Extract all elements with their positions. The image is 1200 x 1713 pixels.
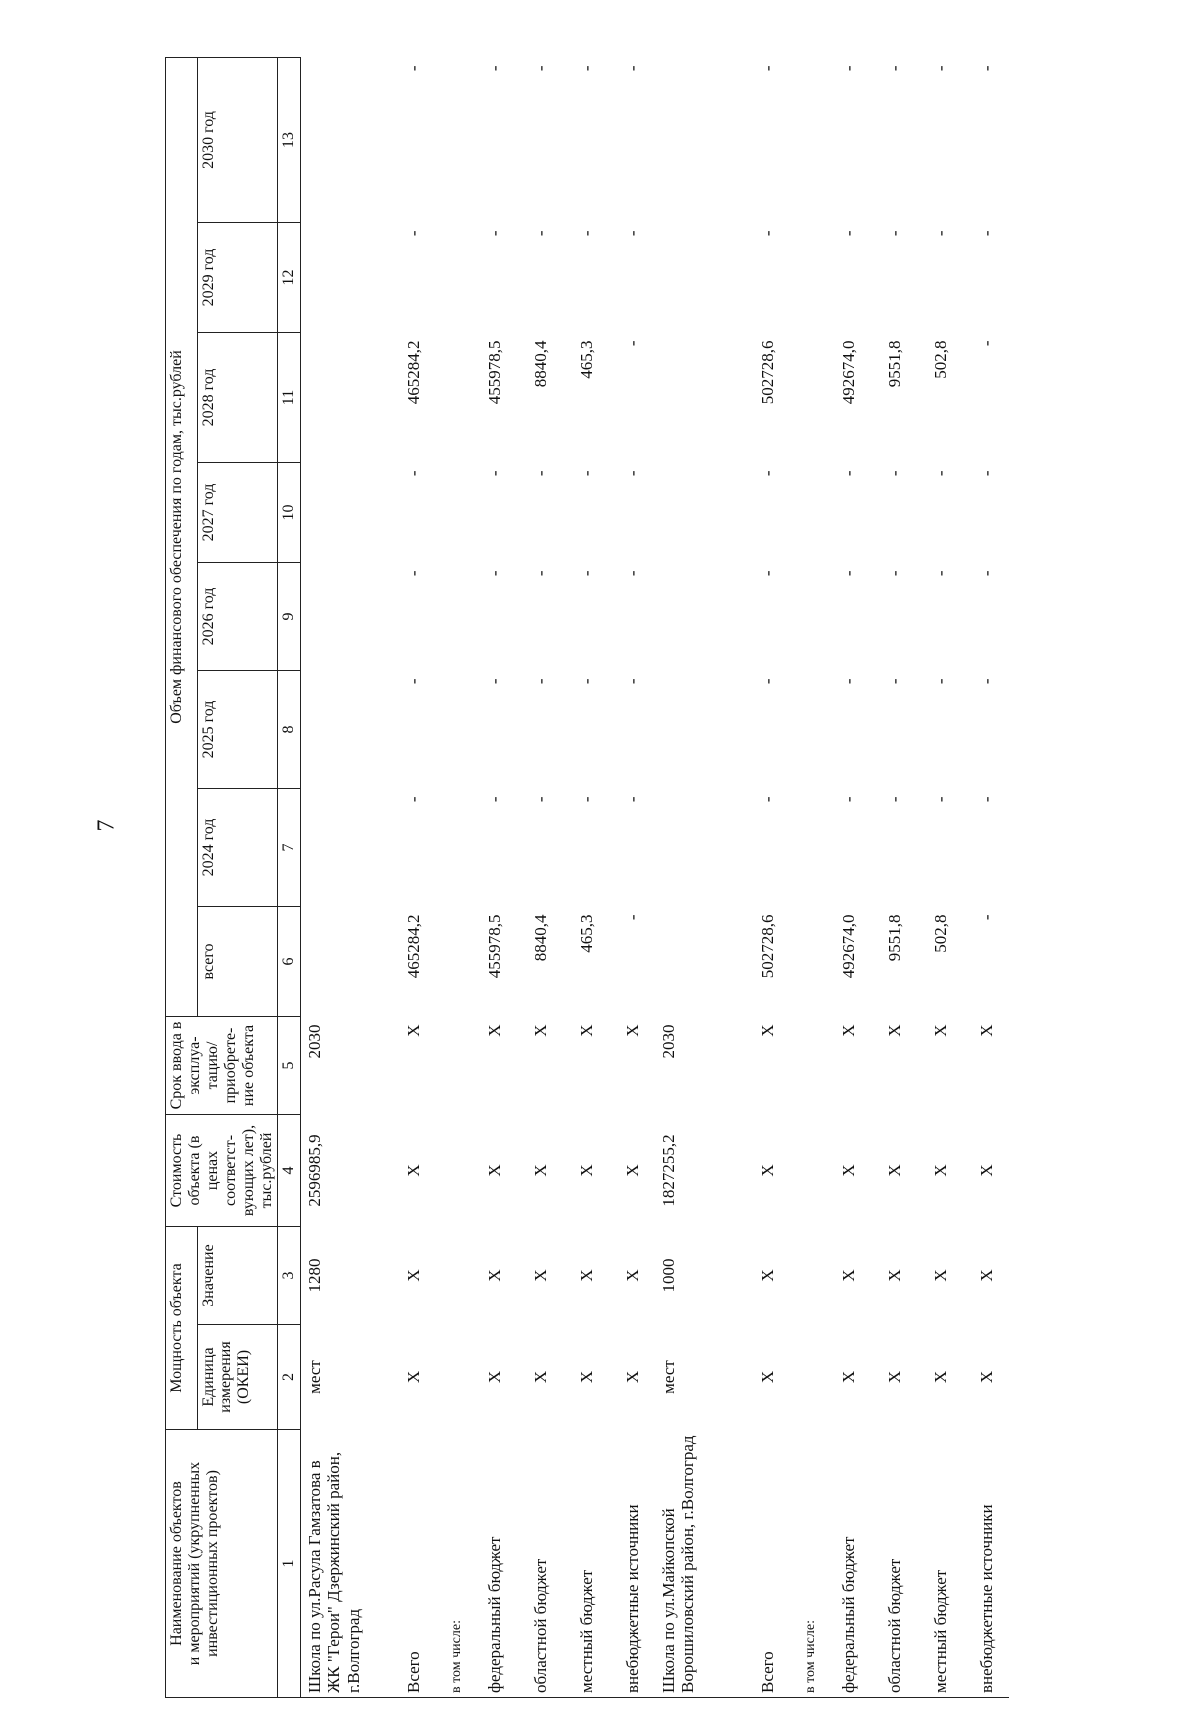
year-2026-cell: -: [838, 570, 858, 577]
header-total: всего: [197, 907, 278, 1017]
capacity-value-cell: Х: [976, 1269, 996, 1282]
year-2026-cell: -: [576, 570, 596, 577]
year-2025-cell: -: [484, 678, 504, 685]
table-row: [301, 57, 386, 1697]
row-name-cell: Всего: [385, 1430, 441, 1698]
year-2025-cell: [795, 671, 825, 789]
year-2026-cell: -: [976, 570, 996, 577]
commission-year-cell: Х: [884, 1024, 904, 1037]
year-2026-cell: -: [622, 570, 642, 577]
header-year-2029: 2029 год: [197, 223, 278, 333]
year-2024-cell: [301, 789, 386, 907]
row-name-cell: в том числе:: [795, 1430, 825, 1698]
year-2029-cell: [795, 223, 825, 333]
financing-table: [165, 57, 1009, 1698]
total-cell: [301, 907, 386, 1017]
capacity-value-cell: Х: [838, 1269, 858, 1282]
year-2024-cell: [441, 789, 471, 907]
year-2030-cell: -: [530, 65, 550, 72]
header-unit: Единица измерения (ОКЕИ): [197, 1325, 278, 1430]
total-cell: 502,8: [930, 914, 950, 953]
year-2026-cell: -: [884, 570, 904, 577]
capacity-value-cell: 1000: [659, 1258, 679, 1293]
year-2030-cell: -: [576, 65, 596, 72]
year-2027-cell: -: [838, 470, 858, 477]
commission-year-cell: 2030: [305, 1024, 325, 1059]
cost-cell: Х: [530, 1164, 550, 1177]
year-2029-cell: -: [484, 230, 504, 237]
capacity-value-cell: Х: [622, 1269, 642, 1282]
unit-cell: Х: [403, 1370, 423, 1384]
year-2026-cell: -: [930, 570, 950, 577]
commission-year-cell: Х: [976, 1024, 996, 1037]
year-2025-cell: -: [976, 678, 996, 685]
unit-cell: Х: [484, 1370, 504, 1384]
commission-year-cell: Х: [484, 1024, 504, 1037]
table-row: [795, 57, 825, 1697]
rotated-table-container: [165, 58, 1200, 1698]
column-number: 2: [278, 1325, 301, 1430]
row-name-cell: местный бюджет: [917, 1430, 963, 1698]
year-2030-cell: [301, 57, 386, 222]
year-2026-cell: [441, 563, 471, 671]
capacity-value-cell: Х: [884, 1269, 904, 1282]
header-year-2025: 2025 год: [197, 671, 278, 789]
unit-cell: Х: [976, 1370, 996, 1384]
year-2025-cell: -: [530, 678, 550, 685]
year-2028-cell: [655, 333, 739, 463]
column-number: 8: [278, 671, 301, 789]
year-2029-cell: -: [884, 230, 904, 237]
table-row: [563, 57, 609, 1697]
unit-cell: мест: [659, 1360, 679, 1394]
capacity-value-cell: [441, 1227, 471, 1325]
year-2027-cell: -: [976, 470, 996, 477]
header-commission: Срок ввода в эксплуа-тацию/ приобрете-ние объекта: [166, 1017, 278, 1115]
cost-cell: Х: [403, 1164, 423, 1177]
cost-cell: 2596985,9: [305, 1134, 325, 1207]
table-row: [963, 57, 1009, 1697]
capacity-value-cell: Х: [576, 1269, 596, 1282]
year-2030-cell: -: [884, 65, 904, 72]
total-cell: -: [976, 914, 996, 921]
column-number: 13: [278, 57, 301, 222]
year-2025-cell: [655, 671, 739, 789]
total-cell: [441, 907, 471, 1017]
total-cell: 465284,2: [403, 914, 423, 979]
row-name-cell: федеральный бюджет: [825, 1430, 871, 1698]
year-2030-cell: [655, 57, 739, 222]
year-2027-cell: -: [622, 470, 642, 477]
capacity-value-cell: Х: [757, 1269, 777, 1282]
total-cell: -: [622, 914, 642, 921]
total-cell: 502728,6: [757, 914, 777, 979]
row-name-cell: местный бюджет: [563, 1430, 609, 1698]
year-2030-cell: -: [976, 65, 996, 72]
header-name-line1: Наименование объектов: [168, 1481, 185, 1646]
year-2029-cell: -: [622, 230, 642, 237]
column-number: 12: [278, 223, 301, 333]
year-2028-cell: 465284,2: [403, 340, 423, 405]
year-2025-cell: -: [622, 678, 642, 685]
header-year-2030: 2030 год: [197, 57, 278, 222]
table-row: [655, 57, 739, 1697]
unit-cell: Х: [530, 1370, 550, 1384]
commission-year-cell: Х: [930, 1024, 950, 1037]
year-2030-cell: [441, 57, 471, 222]
cost-cell: Х: [757, 1164, 777, 1177]
year-2026-cell: -: [484, 570, 504, 577]
commission-year-cell: Х: [530, 1024, 550, 1037]
total-cell: 455978,5: [484, 914, 504, 979]
row-name-cell: внебюджетные источники: [963, 1430, 1009, 1698]
row-name-cell: Школа по ул.Расула Гамзатова в ЖК "Герои" Дзержинский район, г.Волгоград: [301, 1430, 386, 1698]
year-2027-cell: -: [576, 470, 596, 477]
year-2025-cell: [441, 671, 471, 789]
unit-cell: мест: [305, 1360, 325, 1394]
year-2028-cell: [795, 333, 825, 463]
table-row: [517, 57, 563, 1697]
table-body: [301, 57, 1010, 1697]
unit-cell: Х: [622, 1370, 642, 1384]
year-2024-cell: -: [576, 796, 596, 803]
unit-cell: [795, 1325, 825, 1430]
table-row: [739, 57, 795, 1697]
header-name: [166, 1430, 278, 1698]
year-2030-cell: -: [622, 65, 642, 72]
total-cell: 9551,8: [884, 914, 904, 962]
row-name-cell: областной бюджет: [871, 1430, 917, 1698]
table-row: [825, 57, 871, 1697]
commission-year-cell: 2030: [659, 1024, 679, 1059]
capacity-value-cell: Х: [530, 1269, 550, 1282]
year-2025-cell: -: [403, 678, 423, 685]
cost-cell: Х: [484, 1164, 504, 1177]
year-2027-cell: -: [484, 470, 504, 477]
year-2027-cell: -: [530, 470, 550, 477]
commission-year-cell: [795, 1017, 825, 1115]
year-2027-cell: [795, 463, 825, 563]
total-cell: 465,3: [576, 914, 596, 953]
commission-year-cell: [441, 1017, 471, 1115]
year-2027-cell: [655, 463, 739, 563]
year-2027-cell: -: [757, 470, 777, 477]
total-cell: [795, 907, 825, 1017]
year-2024-cell: -: [484, 796, 504, 803]
row-name-cell: Школа по ул.Майкопской Ворошиловский район, г.Волгоград: [655, 1430, 739, 1698]
capacity-value-cell: 1280: [305, 1258, 325, 1293]
year-2029-cell: [441, 223, 471, 333]
column-number: 4: [278, 1115, 301, 1227]
table-row: [917, 57, 963, 1697]
year-2025-cell: -: [884, 678, 904, 685]
row-name-cell: федеральный бюджет: [471, 1430, 517, 1698]
year-2030-cell: -: [930, 65, 950, 72]
year-2030-cell: -: [838, 65, 858, 72]
year-2024-cell: -: [976, 796, 996, 803]
year-2029-cell: -: [576, 230, 596, 237]
cost-cell: [795, 1115, 825, 1227]
year-2024-cell: -: [930, 796, 950, 803]
year-2026-cell: -: [403, 570, 423, 577]
year-2029-cell: [655, 223, 739, 333]
year-2025-cell: -: [838, 678, 858, 685]
year-2026-cell: -: [757, 570, 777, 577]
table-row: [385, 57, 441, 1697]
header-year-2026: 2026 год: [197, 563, 278, 671]
header-year-2027: 2027 год: [197, 463, 278, 563]
table-row: [471, 57, 517, 1697]
commission-year-cell: Х: [403, 1024, 423, 1037]
year-2029-cell: -: [757, 230, 777, 237]
year-2028-cell: 492674,0: [838, 340, 858, 405]
year-2028-cell: 9551,8: [884, 340, 904, 388]
table-row: [871, 57, 917, 1697]
year-2027-cell: -: [403, 470, 423, 477]
column-number: 6: [278, 907, 301, 1017]
unit-cell: Х: [757, 1370, 777, 1384]
cost-cell: [441, 1115, 471, 1227]
total-cell: [655, 907, 739, 1017]
year-2025-cell: [301, 671, 386, 789]
column-number: 10: [278, 463, 301, 563]
year-2028-cell: [441, 333, 471, 463]
capacity-value-cell: Х: [403, 1269, 423, 1282]
column-number: 11: [278, 333, 301, 463]
year-2027-cell: [301, 463, 386, 563]
unit-cell: Х: [838, 1370, 858, 1384]
year-2024-cell: [655, 789, 739, 907]
commission-year-cell: Х: [838, 1024, 858, 1037]
year-2028-cell: [301, 333, 386, 463]
page-number: 7: [93, 819, 120, 832]
unit-cell: [441, 1325, 471, 1430]
cost-cell: Х: [930, 1164, 950, 1177]
year-2026-cell: [301, 563, 386, 671]
year-2029-cell: -: [930, 230, 950, 237]
year-2030-cell: [795, 57, 825, 222]
table-row: [441, 57, 471, 1697]
total-cell: 492674,0: [838, 914, 858, 979]
cost-cell: Х: [976, 1164, 996, 1177]
commission-year-cell: Х: [576, 1024, 596, 1037]
year-2027-cell: -: [884, 470, 904, 477]
header-name-line2: и мероприятий (укрупненных инвестиционных проектов): [185, 1461, 221, 1666]
year-2024-cell: -: [622, 796, 642, 803]
header-capacity: Мощность объекта: [166, 1227, 198, 1430]
year-2025-cell: -: [930, 678, 950, 685]
header-value: Значение: [197, 1227, 278, 1325]
year-2024-cell: [795, 789, 825, 907]
cost-cell: Х: [884, 1164, 904, 1177]
table-row: [609, 57, 655, 1697]
header-funding: Объем финансового обеспечения по годам, тыс.рублей: [166, 57, 198, 1016]
column-number: 5: [278, 1017, 301, 1115]
year-2028-cell: 502,8: [930, 340, 950, 379]
year-2030-cell: -: [484, 65, 504, 72]
cost-cell: Х: [576, 1164, 596, 1177]
row-name-cell: в том числе:: [441, 1430, 471, 1698]
year-2029-cell: -: [530, 230, 550, 237]
cost-cell: Х: [838, 1164, 858, 1177]
year-2029-cell: -: [838, 230, 858, 237]
year-2024-cell: -: [884, 796, 904, 803]
year-2027-cell: [441, 463, 471, 563]
year-2024-cell: -: [403, 796, 423, 803]
year-2026-cell: [795, 563, 825, 671]
column-number: 1: [278, 1430, 301, 1698]
capacity-value-cell: [795, 1227, 825, 1325]
header-year-2028: 2028 год: [197, 333, 278, 463]
year-2024-cell: -: [530, 796, 550, 803]
commission-year-cell: Х: [757, 1024, 777, 1037]
year-2024-cell: -: [838, 796, 858, 803]
year-2029-cell: -: [976, 230, 996, 237]
unit-cell: Х: [884, 1370, 904, 1384]
year-2029-cell: [301, 223, 386, 333]
unit-cell: Х: [576, 1370, 596, 1384]
capacity-value-cell: Х: [930, 1269, 950, 1282]
row-name-cell: областной бюджет: [517, 1430, 563, 1698]
row-name-cell: Всего: [739, 1430, 795, 1698]
year-2028-cell: -: [622, 340, 642, 347]
column-number: 7: [278, 789, 301, 907]
capacity-value-cell: Х: [484, 1269, 504, 1282]
column-number: 3: [278, 1227, 301, 1325]
year-2025-cell: -: [757, 678, 777, 685]
column-number: 9: [278, 563, 301, 671]
year-2028-cell: 502728,6: [757, 340, 777, 405]
year-2028-cell: 8840,4: [530, 340, 550, 388]
commission-year-cell: Х: [622, 1024, 642, 1037]
year-2025-cell: -: [576, 678, 596, 685]
row-name-cell: внебюджетные источники: [609, 1430, 655, 1698]
year-2030-cell: -: [403, 65, 423, 72]
year-2027-cell: -: [930, 470, 950, 477]
year-2028-cell: -: [976, 340, 996, 347]
header-year-2024: 2024 год: [197, 789, 278, 907]
year-2028-cell: 465,3: [576, 340, 596, 379]
total-cell: 8840,4: [530, 914, 550, 962]
year-2028-cell: 455978,5: [484, 340, 504, 405]
year-2030-cell: -: [757, 65, 777, 72]
year-2029-cell: -: [403, 230, 423, 237]
cost-cell: 1827255,2: [659, 1134, 679, 1207]
year-2026-cell: -: [530, 570, 550, 577]
year-2026-cell: [655, 563, 739, 671]
header-cost: Стоимость объекта (в ценах соответст-вующих лет), тыс.рублей: [166, 1115, 278, 1227]
unit-cell: Х: [930, 1370, 950, 1384]
cost-cell: Х: [622, 1164, 642, 1177]
year-2024-cell: -: [757, 796, 777, 803]
